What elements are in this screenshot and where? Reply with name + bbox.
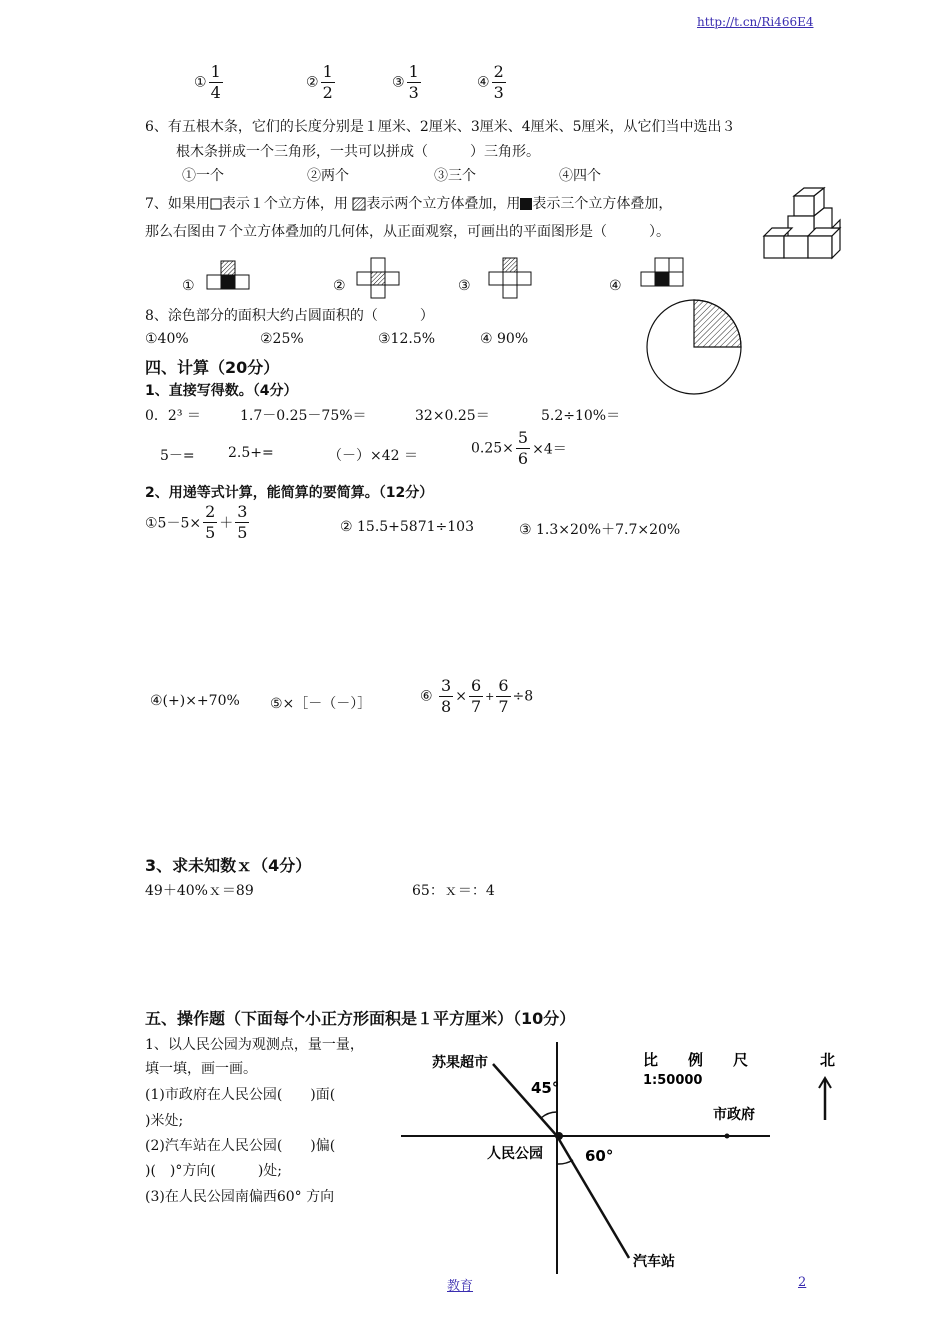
q6-option-4: ④四个 <box>559 168 601 184</box>
calc-item-4: 5.2÷10%＝ <box>541 408 621 424</box>
equation-1: 49＋40%ｘ＝89 <box>145 883 254 899</box>
footer-link[interactable]: 教育 <box>447 1279 474 1294</box>
q8-option-1: ①40% <box>145 331 189 347</box>
fraction-numerator: 3 <box>441 676 452 695</box>
label-park: 人民公园 <box>487 1146 543 1162</box>
q8-circle-figure <box>644 298 746 400</box>
fraction-denominator: 8 <box>441 697 452 716</box>
section5-line-7: (3)在人民公园南偏西60° 方向 <box>145 1189 335 1205</box>
page-number[interactable]: 2 <box>798 1275 807 1290</box>
equation-2: 65：ｘ＝：4 <box>412 883 495 899</box>
fraction-denominator: 4 <box>210 83 221 102</box>
angle-arc-45 <box>541 1112 557 1118</box>
fraction-denominator: 3 <box>493 83 504 102</box>
expr-1 <box>145 504 251 541</box>
q8-option-2: ②25% <box>260 331 304 347</box>
q7-option-4-figure <box>639 256 685 288</box>
q6-line2: 根木条拼成一个三角形，一共可以拼成（ ）三角形。 <box>176 144 540 160</box>
calc-item-1: 0．2³ ＝ <box>145 408 201 424</box>
section4-sub2: 2、用递等式计算，能简算的要简算。（12分） <box>145 485 434 501</box>
option-marker: ① <box>194 74 207 91</box>
section4-sub1: 1、直接写得数。（4分） <box>145 383 298 399</box>
label-bus-station: 汽车站 <box>633 1254 675 1270</box>
q8-option-3: ③12.5% <box>378 331 436 347</box>
expr-3: ③ 1.3×20%＋7.7×20% <box>519 522 681 538</box>
calc-item-8 <box>471 430 567 467</box>
q5-option-2 <box>306 64 337 101</box>
filled-square-icon <box>520 195 532 213</box>
calc-item-8-suffix: ×4＝ <box>532 441 567 458</box>
expr-6-marker: ⑥ <box>420 688 433 705</box>
fraction-denominator: 7 <box>498 697 509 716</box>
q7-option-4-marker: ④ <box>609 278 622 294</box>
q7-option-2-figure <box>355 256 401 300</box>
option-marker: ② <box>306 74 319 91</box>
q7-option-3-marker: ③ <box>458 278 471 294</box>
calc-item-7: （－）×42 ＝ <box>328 448 418 464</box>
times-sign: × <box>455 688 467 705</box>
fraction-numerator: 3 <box>237 502 248 521</box>
q5-option-1 <box>194 64 225 101</box>
fraction-numerator: 1 <box>408 62 419 81</box>
fraction-denominator: 3 <box>408 83 419 102</box>
label-government: 市政府 <box>713 1107 755 1123</box>
fraction-denominator: 2 <box>322 83 333 102</box>
q8-option-4: ④ 90% <box>480 331 529 347</box>
label-north: 北 <box>820 1051 836 1069</box>
fraction-numerator: 1 <box>322 62 333 81</box>
q6-line1: 6、有五根木条，它们的长度分别是１厘米、2厘米、3厘米、4厘米、5厘米，从它们当中选出３ <box>145 119 736 135</box>
calc-item-5: 5－= <box>160 448 195 464</box>
fraction-numerator: 5 <box>517 428 529 447</box>
park-point <box>555 1132 563 1140</box>
expr-6 <box>420 678 533 715</box>
calc-item-6: 2.5+= <box>228 445 274 461</box>
q5-option-3 <box>392 64 423 101</box>
line-to-supermarket <box>493 1064 560 1136</box>
fraction-denominator: 6 <box>517 449 529 468</box>
q7-line2: 那么右图由７个立方体叠加的几何体，从正面观察，可画出的平面图形是（ ）。 <box>145 224 670 240</box>
q6-option-1: ①一个 <box>182 168 224 184</box>
single-cube-square-icon <box>210 195 222 213</box>
section4-title: 四、计算（20分） <box>145 358 280 377</box>
q5-option-4 <box>477 64 508 101</box>
expr-4: ④(+)×+70% <box>150 693 240 709</box>
section5-line-3: (1)市政府在人民公园( )面( <box>145 1087 336 1103</box>
q7-text-d: 表示三个立方体叠加， <box>532 196 673 212</box>
fraction-numerator: 2 <box>205 502 216 521</box>
q7-option-1-marker: ① <box>182 278 195 294</box>
calc-item-8-prefix: 0.25× <box>471 440 514 457</box>
plus-sign: + <box>485 690 495 703</box>
q7-option-1-figure <box>205 259 253 291</box>
option-marker: ③ <box>392 74 405 91</box>
section5-line-4: )米处; <box>145 1113 184 1129</box>
header-url-link[interactable]: http://t.cn/Ri466E4 <box>697 15 814 29</box>
calc-item-2: 1.7－0.25－75%＝ <box>240 408 367 424</box>
q7-option-2-marker: ② <box>333 278 346 294</box>
shaded-sector <box>694 300 741 347</box>
fraction-numerator: 1 <box>210 62 221 81</box>
q6-option-3: ③三个 <box>434 168 476 184</box>
fraction-denominator: 5 <box>237 523 248 542</box>
calc-item-3: 32×0.25＝ <box>415 408 490 424</box>
plus-sign: ＋ <box>219 515 234 532</box>
q7-text-a: 7、如果用 <box>145 196 210 212</box>
section4-sub3: 3、求未知数ｘ（4分） <box>145 856 312 875</box>
section5-line-2: 填一填，画一画。 <box>145 1061 257 1077</box>
fraction-numerator: 6 <box>498 676 509 695</box>
government-point <box>725 1134 730 1139</box>
q8-question: 8、涂色部分的面积大约占圆面积的（ ） <box>145 308 434 324</box>
direction-map <box>395 1040 855 1276</box>
fraction-denominator: 7 <box>470 697 482 716</box>
fraction-numerator: 6 <box>470 676 482 695</box>
expr-5: ⑤×［－（－）］ <box>270 696 372 712</box>
expr-1-prefix: ①5－5× <box>145 515 202 532</box>
section5-line-6: )( )°方向( )处; <box>145 1163 283 1179</box>
q7-text-c: 表示两个立方体叠加，用 <box>366 196 521 212</box>
section5-title: 五、操作题（下面每个小正方形面积是１平方厘米）（10分） <box>145 1009 576 1028</box>
q7-option-3-figure <box>487 256 533 300</box>
q7-line1 <box>145 193 672 213</box>
expr-2: ② 15.5+5871÷103 <box>340 519 474 535</box>
q7-text-b: 表示１个立方体，用 <box>221 196 348 212</box>
fraction-numerator: 2 <box>493 62 504 81</box>
expr-6-suffix: ÷8 <box>512 688 534 705</box>
fraction-denominator: 5 <box>205 523 216 542</box>
section5-line-1: 1、以人民公园为观测点，量一量， <box>145 1037 364 1053</box>
q6-option-2: ②两个 <box>307 168 349 184</box>
section5-line-5: (2)汽车站在人民公园( )偏( <box>145 1138 336 1154</box>
label-supermarket: 苏果超市 <box>432 1055 488 1071</box>
angle-arc-60 <box>557 1160 573 1164</box>
label-scale-value: 1:50000 <box>643 1073 703 1088</box>
cube-stack-figure <box>760 183 852 263</box>
label-angle-60: 60° <box>585 1147 614 1165</box>
label-scale-title: 比 例 尺 <box>643 1051 749 1069</box>
label-angle-45: 45° <box>531 1079 560 1097</box>
hatched-square-icon <box>352 195 366 213</box>
option-marker: ④ <box>477 74 490 91</box>
